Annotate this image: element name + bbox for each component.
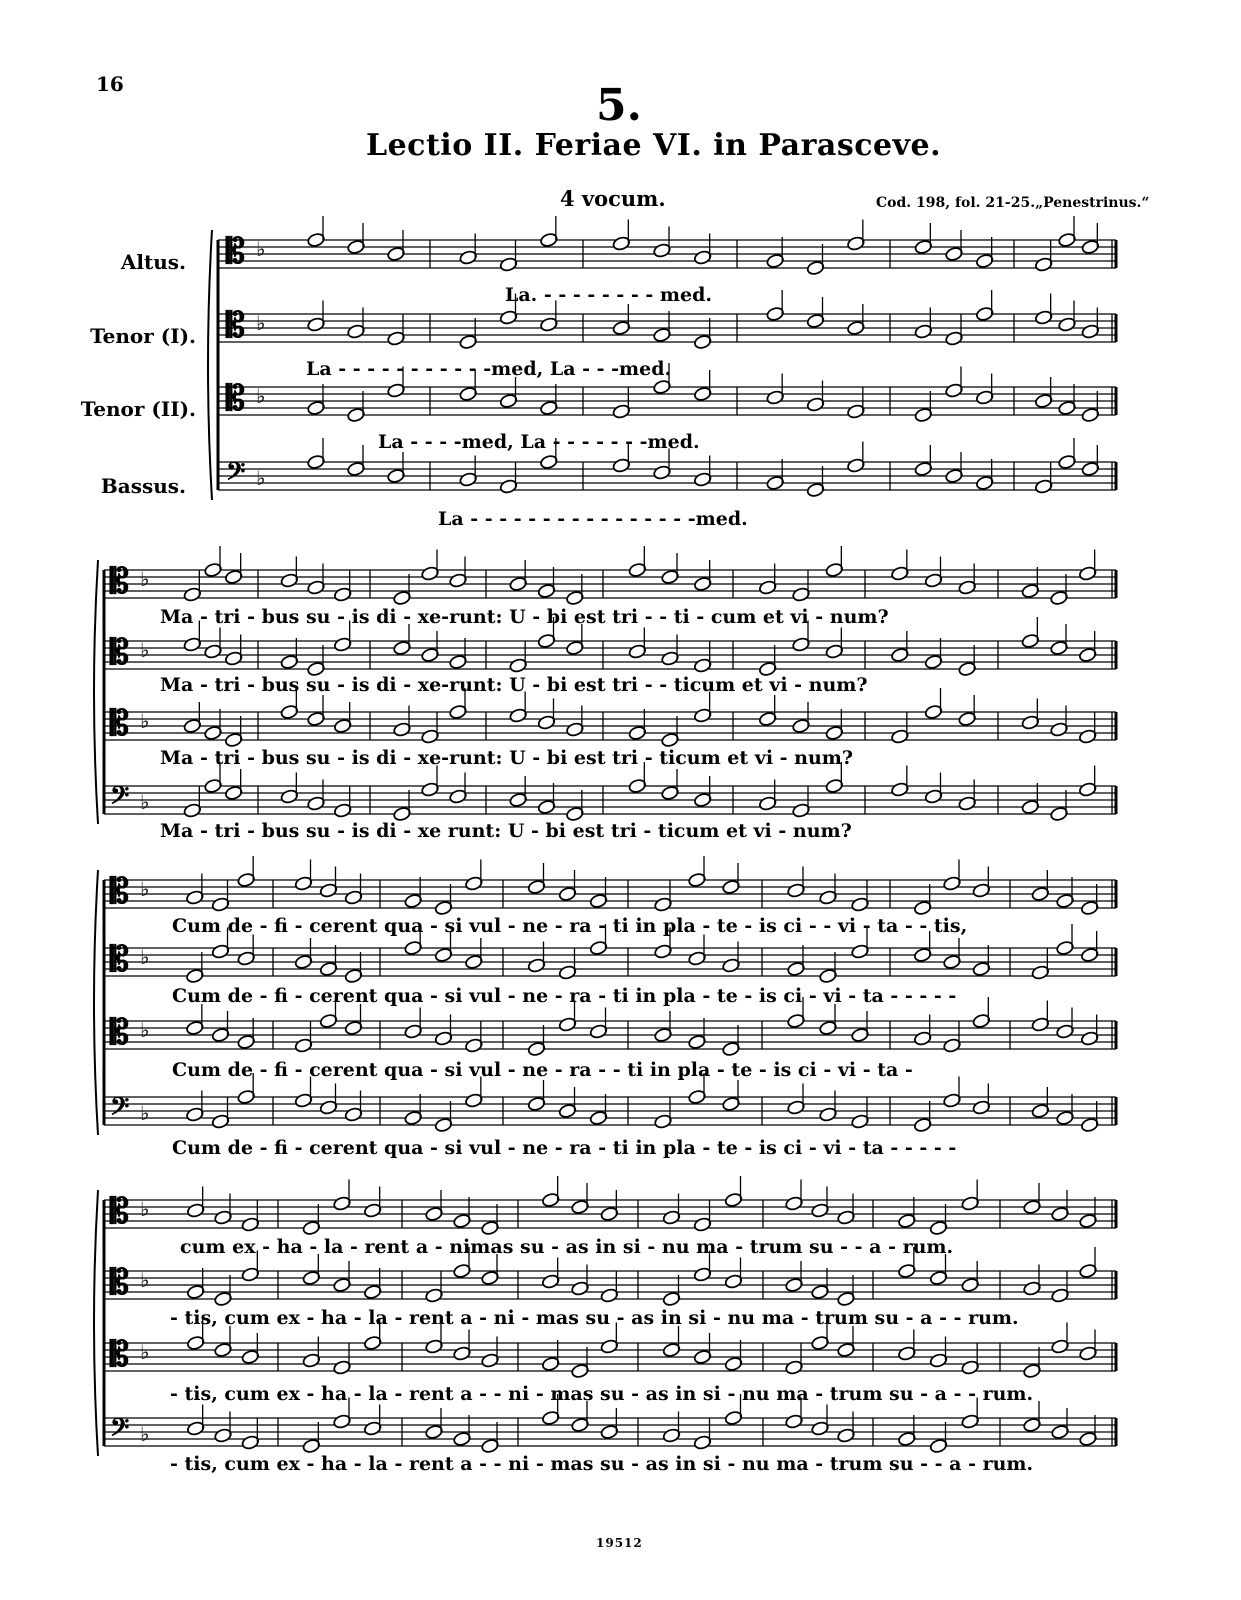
flat-icon: ♭: [256, 466, 266, 491]
source-reference: Cod. 198, fol. 21-25.„Penestrinus.“: [876, 195, 1150, 211]
bass-clef-icon: 𝄢: [110, 1413, 130, 1449]
flat-icon: ♭: [256, 384, 266, 409]
c-clef-icon: 𝄡: [110, 1262, 129, 1303]
system-brace: [94, 1190, 98, 1456]
c-clef-icon: 𝄡: [110, 939, 129, 980]
lyric-s1-tenor1: La - - - - - - - - - - -med, La - - -med.: [306, 358, 672, 380]
piece-number: 5.: [596, 80, 642, 131]
system-brace: [208, 230, 212, 500]
flat-icon: ♭: [140, 790, 150, 815]
c-clef-icon: 𝄡: [110, 1191, 129, 1232]
flat-icon: ♭: [140, 1268, 150, 1293]
lyric-s4-tenor2: - tis, cum ex - ha - la - rent a - - ni - mas su - as in si - nu ma - trum su - a - - rum.: [170, 1383, 1034, 1405]
lyric-s3-tenor1: Cum de - fi - cerent qua - si vul - ne - ra - ti in pla - te - is ci - vi - ta - - - - -: [172, 985, 957, 1007]
c-clef-icon: 𝄡: [110, 561, 129, 602]
flat-icon: ♭: [140, 1197, 150, 1222]
system-brace: [94, 560, 98, 824]
page-title: Lectio II. Feriae VI. in Parasceve.: [366, 128, 942, 163]
flat-icon: ♭: [140, 945, 150, 970]
lyric-s4-altus: cum ex - ha - la - rent a - nimas su - as in si - nu ma - trum su - - a - rum.: [180, 1236, 954, 1258]
voices-subtitle: 4 vocum.: [560, 186, 666, 211]
flat-icon: ♭: [256, 237, 266, 262]
flat-icon: ♭: [140, 1422, 150, 1447]
lyric-s1-altus: La. - - - - - - - - med.: [505, 284, 712, 306]
lyric-s3-altus: Cum de - fi - cerent qua - si vul - ne - ra - ti in pla - te - is ci - - vi - ta - - tis,: [172, 915, 968, 937]
lyric-s1-tenor2: La - - - -med, La - - - - - - -med.: [378, 431, 700, 453]
bass-clef-icon: 𝄢: [110, 1092, 130, 1128]
flat-icon: ♭: [140, 638, 150, 663]
system-brace: [94, 870, 98, 1135]
lyric-s2-tenor2: Ma - tri - bus su - is di - xe-runt: U - bi est tri - ticum et vi - num?: [160, 747, 854, 769]
lyric-s2-tenor1: Ma - tri - bus su - is di - xe-runt: U - bi est tri - - ticum et vi - num?: [160, 674, 868, 696]
voice-label-bassus: Bassus.: [100, 474, 186, 498]
flat-icon: ♭: [140, 1018, 150, 1043]
lyric-s2-bassus: Ma - tri - bus su - is di - xe runt: U - bi est tri - ticum et vi - num?: [160, 820, 852, 842]
voice-label-altus: Altus.: [120, 250, 186, 274]
lyric-s1-bassus: La - - - - - - - - - - - - - - - -med.: [438, 508, 748, 530]
c-clef-icon: 𝄡: [110, 871, 129, 912]
flat-icon: ♭: [140, 567, 150, 592]
flat-icon: ♭: [140, 709, 150, 734]
flat-icon: ♭: [140, 1340, 150, 1365]
voice-label-tenor-1: Tenor (I).: [90, 324, 196, 348]
lyric-s4-bassus: - tis, cum ex - ha - la - rent a - - ni - mas su - as in si - nu ma - trum su - - a - rum.: [170, 1453, 1034, 1475]
c-clef-icon: 𝄡: [226, 305, 245, 346]
plate-number: 19512: [596, 1536, 643, 1550]
flat-icon: ♭: [256, 311, 266, 336]
lyric-s3-bassus: Cum de - fi - cerent qua - si vul - ne - ra - ti in pla - te - is ci - vi - ta - - - - -: [172, 1137, 957, 1159]
c-clef-icon: 𝄡: [110, 703, 129, 744]
voice-label-tenor-2: Tenor (II).: [80, 397, 196, 421]
c-clef-icon: 𝄡: [226, 231, 245, 272]
c-clef-icon: 𝄡: [110, 1012, 129, 1053]
lyric-s4-tenor1: - tis, cum ex - ha - la - rent a - ni - mas su - as in si - nu ma - trum su - a - - rum.: [170, 1307, 1019, 1329]
bass-clef-icon: 𝄢: [110, 781, 130, 817]
flat-icon: ♭: [140, 877, 150, 902]
bass-clef-icon: 𝄢: [226, 457, 246, 493]
c-clef-icon: 𝄡: [226, 378, 245, 419]
lyric-s3-tenor2: Cum de - fi - cerent qua - si vul - ne - ra - - ti in pla - te - is ci - vi - ta -: [172, 1059, 913, 1081]
page-number: 16: [96, 72, 124, 96]
c-clef-icon: 𝄡: [110, 1334, 129, 1375]
lyric-s2-altus: Ma - tri - bus su - is di - xe-runt: U - bi est tri - - ti - cum et vi - num?: [160, 606, 889, 628]
flat-icon: ♭: [140, 1101, 150, 1126]
c-clef-icon: 𝄡: [110, 632, 129, 673]
